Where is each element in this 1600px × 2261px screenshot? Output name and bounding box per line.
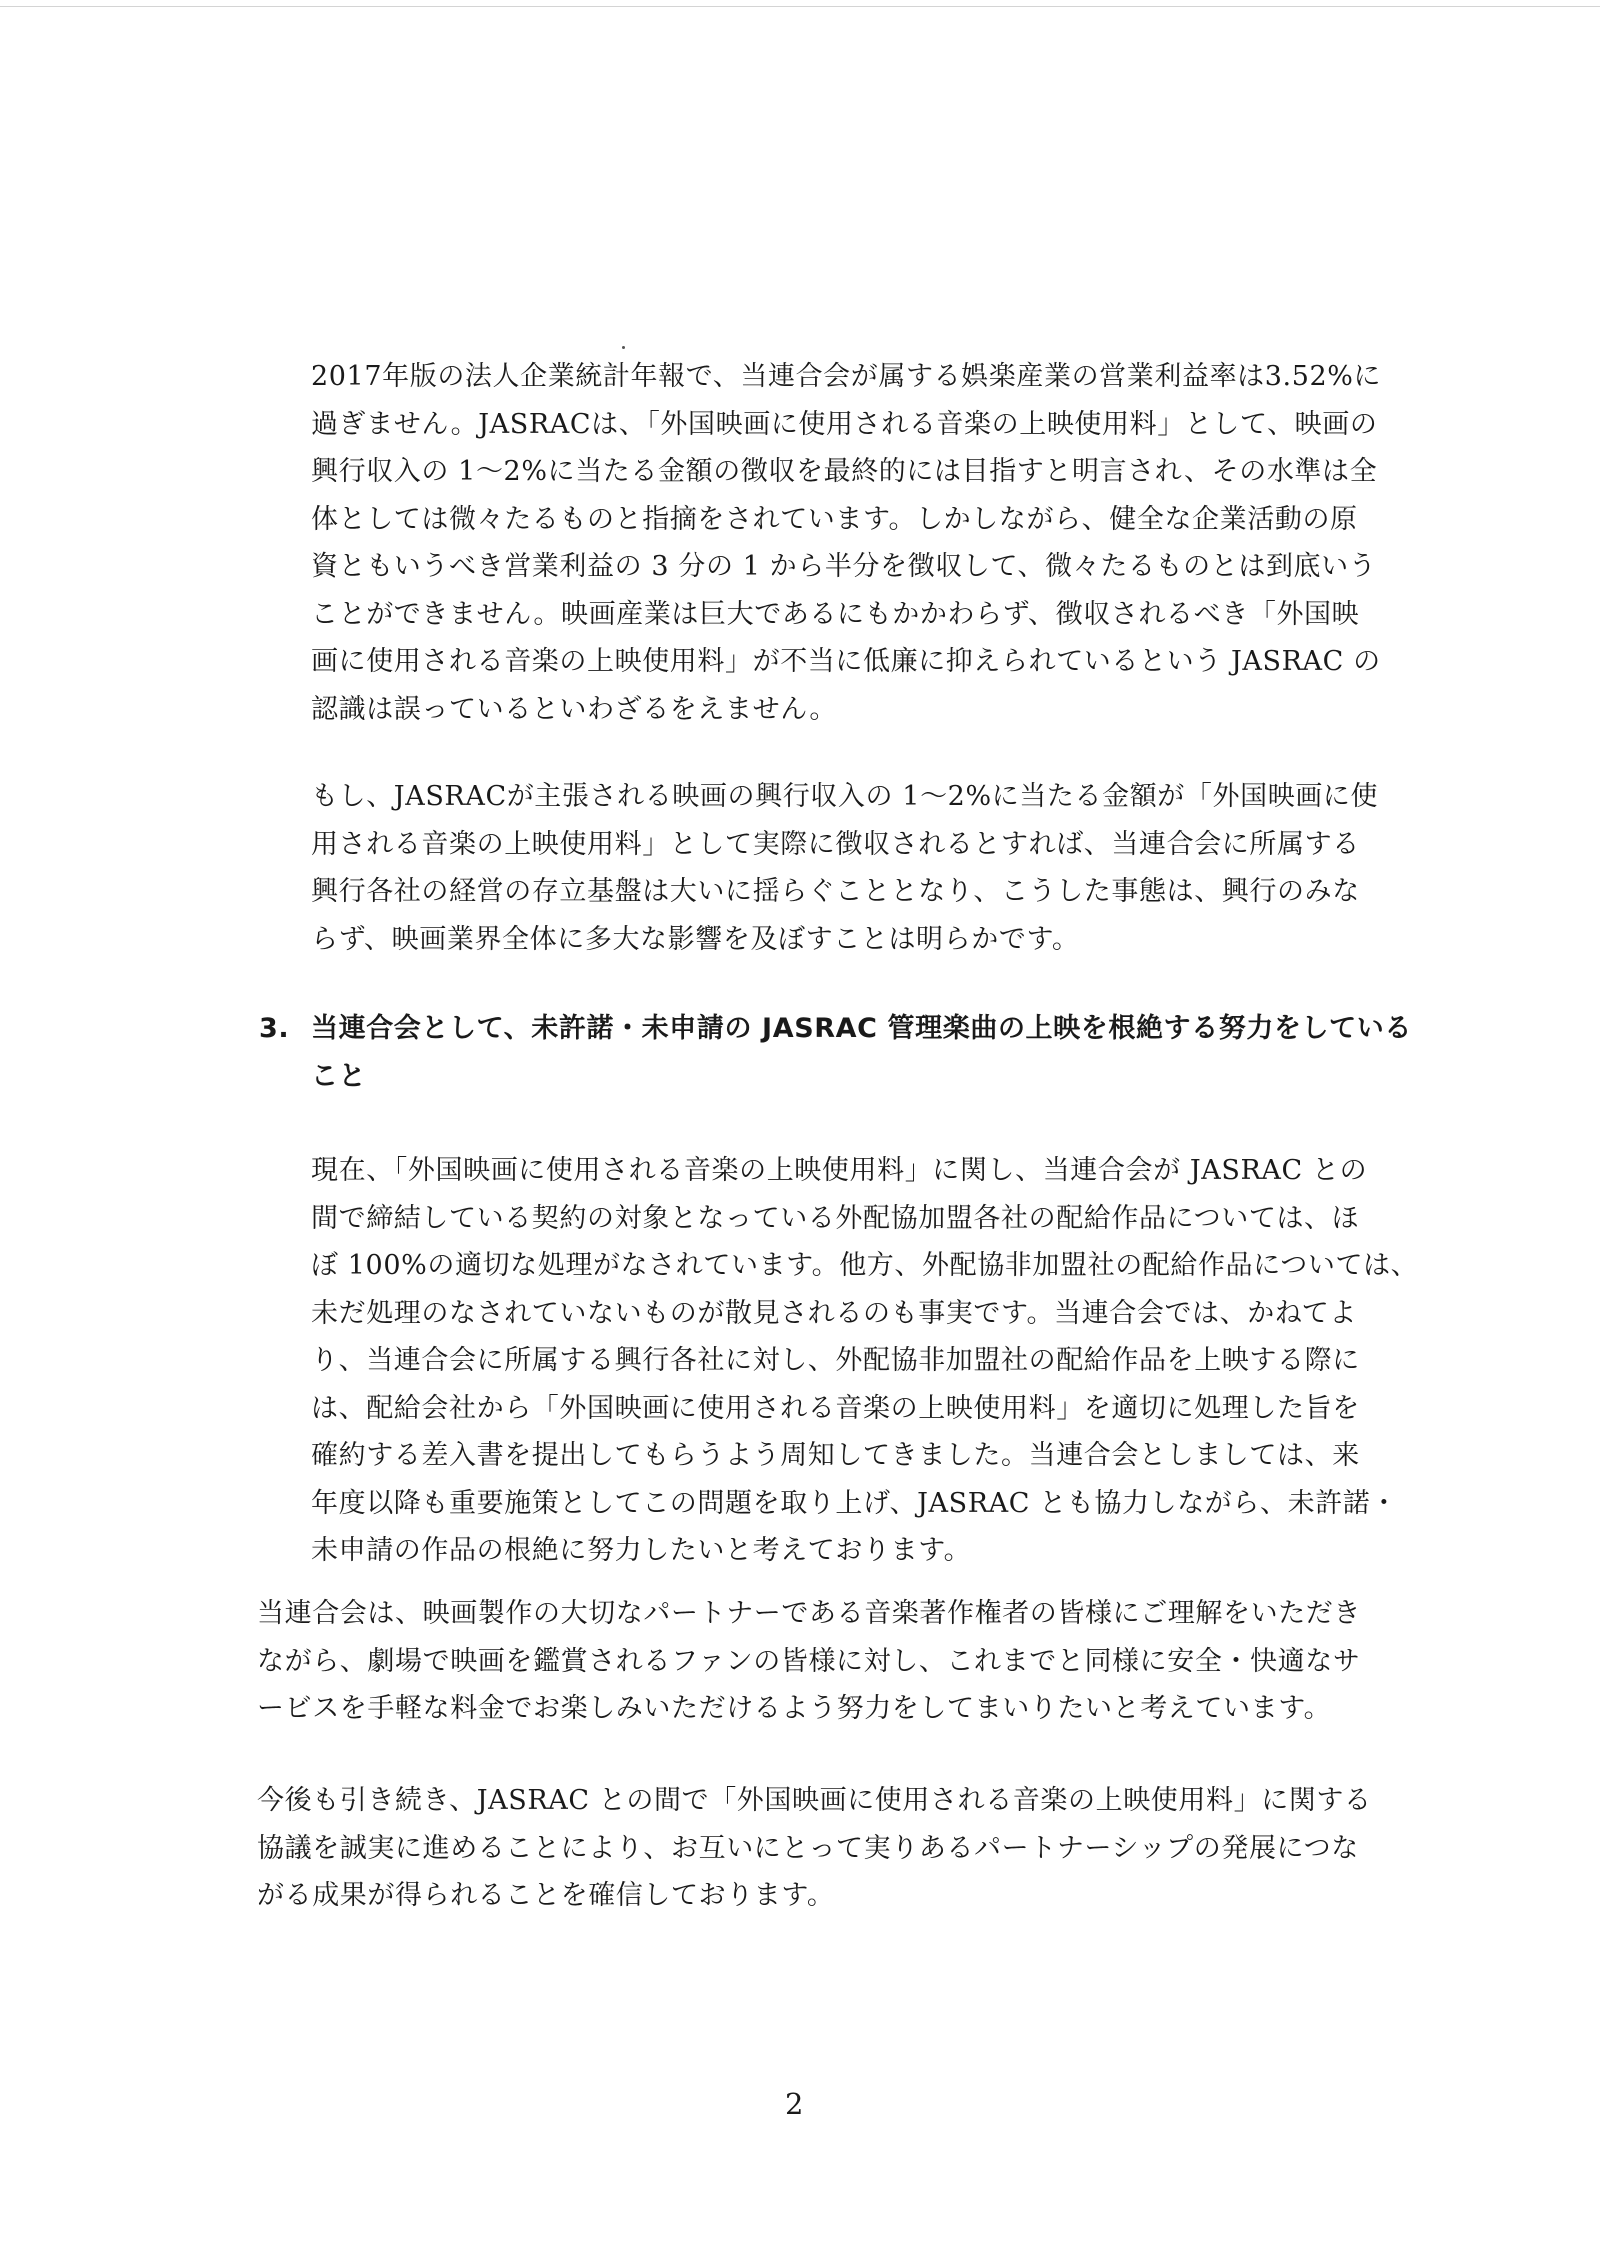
text-line: 現在、「外国映画に使用される音楽の上映使用料」に関し、当連合会が JASRAC との [311,1155,1368,1186]
text-line: 年度以降も重要施策としてこの問題を取り上げ、JASRAC とも協力しながら、未許諾・ [311,1487,1399,1519]
section-heading-line: 当連合会として、未許諾・未申請の JASRAC 管理楽曲の上映を根絶する努力をしている [311,1013,1412,1044]
text-line: 資ともいうべき営業利益の 3 分の 1 から半分を徴収して、微々たるものとは到底いう [311,551,1377,582]
text-line: 協議を誠実に進めることにより、お互いにとって実りあるパートナーシップの発展につな [257,1832,1359,1864]
text-line: 今後も引き続き、JASRAC との間で「外国映画に使用される音楽の上映使用料」に関する [257,1785,1372,1816]
text-line: 認識は誤っているといわざるをえません。 [311,693,838,725]
text-line: 体としては微々たるものと指摘をされています。しかしながら、健全な企業活動の原 [311,503,1358,535]
section-heading-3 [259,1005,1412,1100]
text-line: 未だ処理のなされていないものが散見されるのも事実です。当連合会では、かねてよ [311,1297,1357,1329]
text-line: 2017年版の法人企業統計年報で、当連合会が属する娯楽産業の営業利益率は3.52%に [311,361,1382,392]
paragraph-current-status [311,1147,1418,1575]
text-line: もし、JASRACが主張される映画の興行収入の 1〜2%に当たる金額が「外国映画に使 [311,781,1379,812]
text-line: ービスを手軽な料金でお楽しみいただけるよう努力をしてまいりたいと考えています。 [257,1693,1332,1724]
text-line: 確約する差入書を提出してもらうよう周知してきました。当連合会としましては、来 [311,1440,1360,1471]
text-line: り、当連合会に所属する興行各社に対し、外配協非加盟社の配給作品を上映する際に [311,1345,1360,1376]
paragraph-partnership [257,1590,1361,1733]
text-line: ことができません。映画産業は巨大であるにもかかわらず、徴収されるべき「外国映 [311,598,1360,630]
text-line: 過ぎません。JASRACは、「外国映画に使用される音楽の上映使用料」として、映画の [311,408,1378,440]
text-line: ながら、劇場で映画を鑑賞されるファンの皆様に対し、これまでと同様に安全・快適なサ [257,1645,1361,1677]
section-number: 3. [259,1013,290,1044]
text-line: 画に使用される音楽の上映使用料」が不当に低廉に抑えられているという JASRAC の [311,646,1381,677]
text-line: 興行収入の 1〜2%に当たる金額の徴収を最終的には目指すと明言され、その水準は全 [311,456,1378,487]
text-line: がる成果が得られることを確信しております。 [257,1880,835,1911]
text-line: 興行各社の経営の存立基盤は大いに揺らぐこととなり、こうした事態は、興行のみな [311,876,1360,907]
paragraph-conclusion [257,1777,1372,1920]
page-number: 2 [785,2087,804,2121]
paragraph-operating-margin [311,353,1381,733]
text-line: ぼ 100%の適切な処理がなされています。他方、外配協非加盟社の配給作品については、 [311,1250,1419,1281]
text-line: 間で締結している契約の対象となっている外配協加盟各社の配給作品については、ほ [311,1202,1360,1234]
text-line: 用される音楽の上映使用料」として実際に徴収されるとすれば、当連合会に所属する [311,828,1360,860]
section-heading-line: こと [311,1060,367,1092]
paragraph-impact [311,773,1378,963]
text-line: 当連合会は、映画製作の大切なパートナーである音楽著作権者の皆様にご理解をいただき [257,1598,1361,1629]
text-line: らず、映画業界全体に多大な影響を及ぼすことは明らかです。 [311,923,1080,955]
text-line: 未申請の作品の根絶に努力したいと考えております。 [311,1535,972,1566]
text-line: は、配給会社から「外国映画に使用される音楽の上映使用料」を適切に処理した旨を [311,1392,1360,1424]
